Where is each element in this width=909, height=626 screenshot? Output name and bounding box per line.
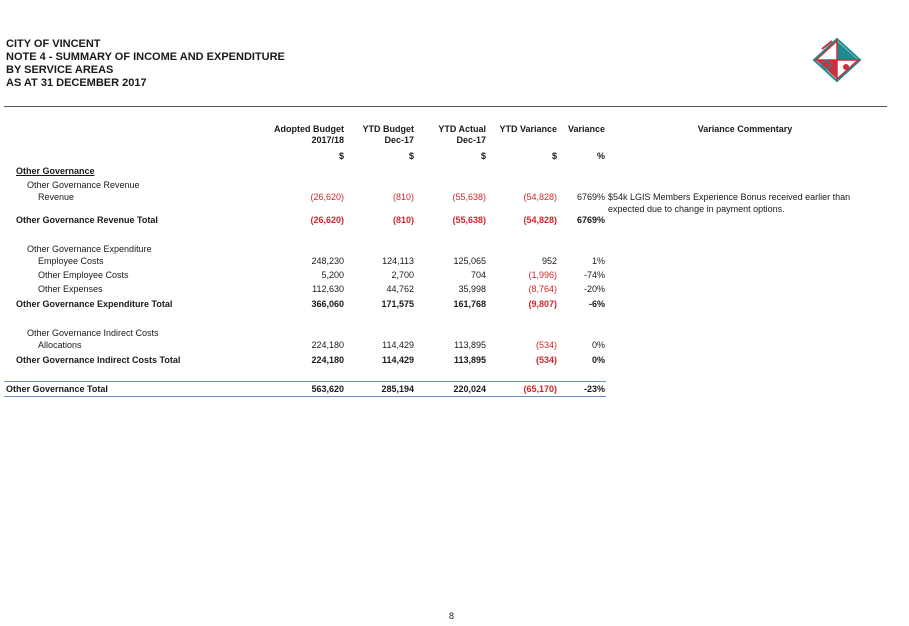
- subtotal-row: Other Governance Indirect Costs Total 224,180 114,429 113,895 (534) 0%: [16, 355, 605, 365]
- units-row: $ $ $ $ %: [338, 151, 605, 161]
- report-subtitle: BY SERVICE AREAS: [6, 64, 114, 76]
- group-heading: Other Governance Revenue: [27, 180, 140, 190]
- page-number: 8: [449, 611, 455, 621]
- table-row: Employee Costs 248,230 124,113 125,065 952 1%: [38, 256, 605, 266]
- grand-total-row: Other Governance Total 563,620 285,194 220,024 (65,170) -23%: [6, 384, 605, 394]
- header-divider: [4, 106, 887, 107]
- org-name: CITY OF VINCENT: [6, 38, 101, 50]
- report-header: [6, 38, 285, 90]
- table-row: Allocations 224,180 114,429 113,895 (534) 0%: [38, 340, 605, 350]
- subtotal-row: Other Governance Revenue Total (26,620) (810) (55,638) (54,828) 6769%: [16, 215, 605, 225]
- section-title: Other Governance: [16, 166, 95, 176]
- table-row: Other Expenses 112,630 44,762 35,998 (8,764) -20%: [38, 284, 605, 294]
- variance-comment: $54k LGIS Members Experience Bonus received earlier than expected due to change in payment options.: [608, 192, 851, 214]
- col-ytd-budget: YTD Budget Dec-17: [362, 124, 414, 145]
- group-heading: Other Governance Expenditure: [27, 244, 152, 254]
- col-ytd-variance: YTD Variance: [499, 124, 557, 134]
- col-variance-commentary: Variance Commentary: [697, 124, 793, 134]
- city-logo-icon: [812, 37, 862, 83]
- report-title: NOTE 4 - SUMMARY OF INCOME AND EXPENDITURE: [6, 51, 285, 63]
- col-adopted-budget: Adopted Budget 2017/18: [274, 124, 344, 145]
- table-row: Other Employee Costs 5,200 2,700 704 (1,996) -74%: [38, 270, 605, 280]
- subtotal-row: Other Governance Expenditure Total 366,060 171,575 161,768 (9,807) -6%: [16, 299, 605, 309]
- col-variance: Variance: [567, 124, 605, 134]
- table-row: Revenue (26,620) (810) (55,638) (54,828) 6769%: [38, 192, 605, 202]
- group-heading: Other Governance Indirect Costs: [27, 328, 159, 338]
- report-date: AS AT 31 DECEMBER 2017: [6, 77, 147, 89]
- col-ytd-actual: YTD Actual Dec-17: [438, 124, 486, 145]
- grand-total-bottom-rule: [4, 396, 606, 397]
